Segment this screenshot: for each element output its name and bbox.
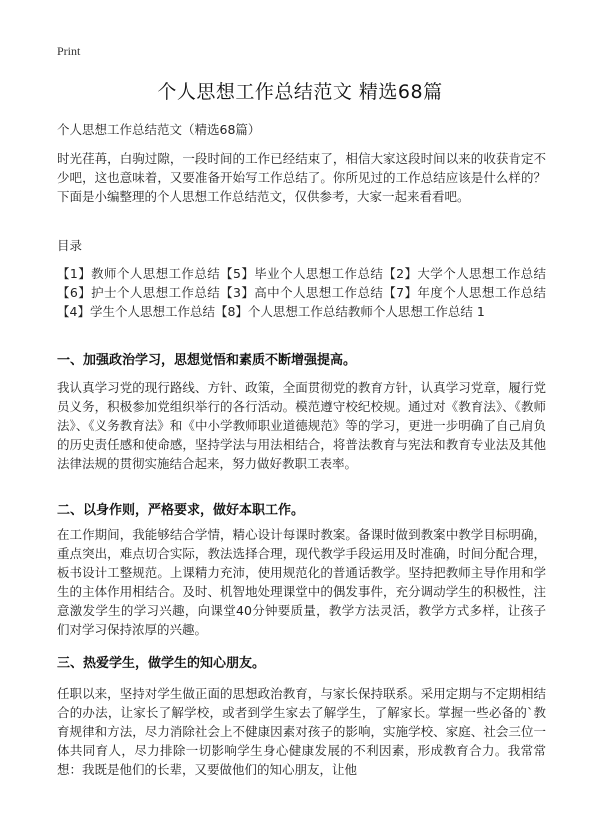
section-body-3: 任职以来，坚持对学生做正面的思想政治教育，与家长保持联系。采用定期与不定期相结合的办法，让家长了解学校，或者到学生家去了解学生，了解家长。掌握一些必备的`教育规律和方法，尽力消除社会上不健康因素对孩子的影响，实施学校、家庭、社会三位一体共同育人，尽力排除一切影响学生身心健康发展的不利因素，形成教育合力。我常常想：我既是他们的长辈，又要做他们的知心朋友，让他 xyxy=(57,686,546,777)
toc-label: 目录 xyxy=(57,238,83,253)
document-subtitle: 个人思想工作总结范文（精选68篇） xyxy=(57,122,261,137)
intro-paragraph: 时光荏苒，白驹过隙，一段时间的工作已经结束了，相信大家这段时间以来的收获肯定不少吧，这也意味着，又要准备开始写工作总结了。你所见过的工作总结应该是什么样的？下面是小编整理的个人思想工作总结范文，仅供参考，大家一起来看看吧。 xyxy=(57,151,546,204)
section-heading-1: 一、加强政治学习，思想觉悟和素质不断增强提高。 xyxy=(57,353,357,368)
document-title: 个人思想工作总结范文 精选68篇 xyxy=(157,81,443,103)
section-body-1: 我认真学习党的现行路线、方针、政策，全面贯彻党的教育方针，认真学习党章，履行党员义务，积极参加党组织举行的各行活动。模范遵守校纪校规。通过对《教育法》、《教师法》、《义务教育法》和《中小学教师职业道德规范》等的学习，更进一步明确了自己肩负的历史责任感和使命感，坚持学法与用法相结合，将普法教育与宪法和教育专业法及其他法律法规的贯彻实施结合起来，努力做好教职工表率。 xyxy=(57,380,546,471)
section-body-2: 在工作期间，我能够结合学情，精心设计每课时教案。备课时做到教案中教学目标明确，重点突出，难点切合实际，教法选择合理，现代教学手段运用及时准确，时间分配合理，板书设计工整规范。上课精力充沛，使用规范化的普通话教学。坚持把教师主导作用和学生的主体作用相结合。及时、机智地处理课堂中的偶发事件，充分调动学生的积极性，注意激发学生的学习兴趣，向课堂40分钟要质量，教学方法灵活，教学方式多样，让孩子们对学习保持浓厚的兴趣。 xyxy=(57,527,546,637)
section-heading-3: 三、热爱学生，做学生的知心朋友。 xyxy=(57,656,266,671)
toc-list: 【1】教师个人思想工作总结【5】毕业个人思想工作总结【2】大学个人思想工作总结【6】护士个人思想工作总结【3】高中个人思想工作总结【7】年度个人思想工作总结【4】学生个人思想工作总结【8】个人思想工作总结教师个人思想工作总结 1 xyxy=(57,266,546,319)
section-heading-2: 二、以身作则，严格要求，做好本职工作。 xyxy=(57,503,305,518)
print-label: Print xyxy=(57,44,81,58)
